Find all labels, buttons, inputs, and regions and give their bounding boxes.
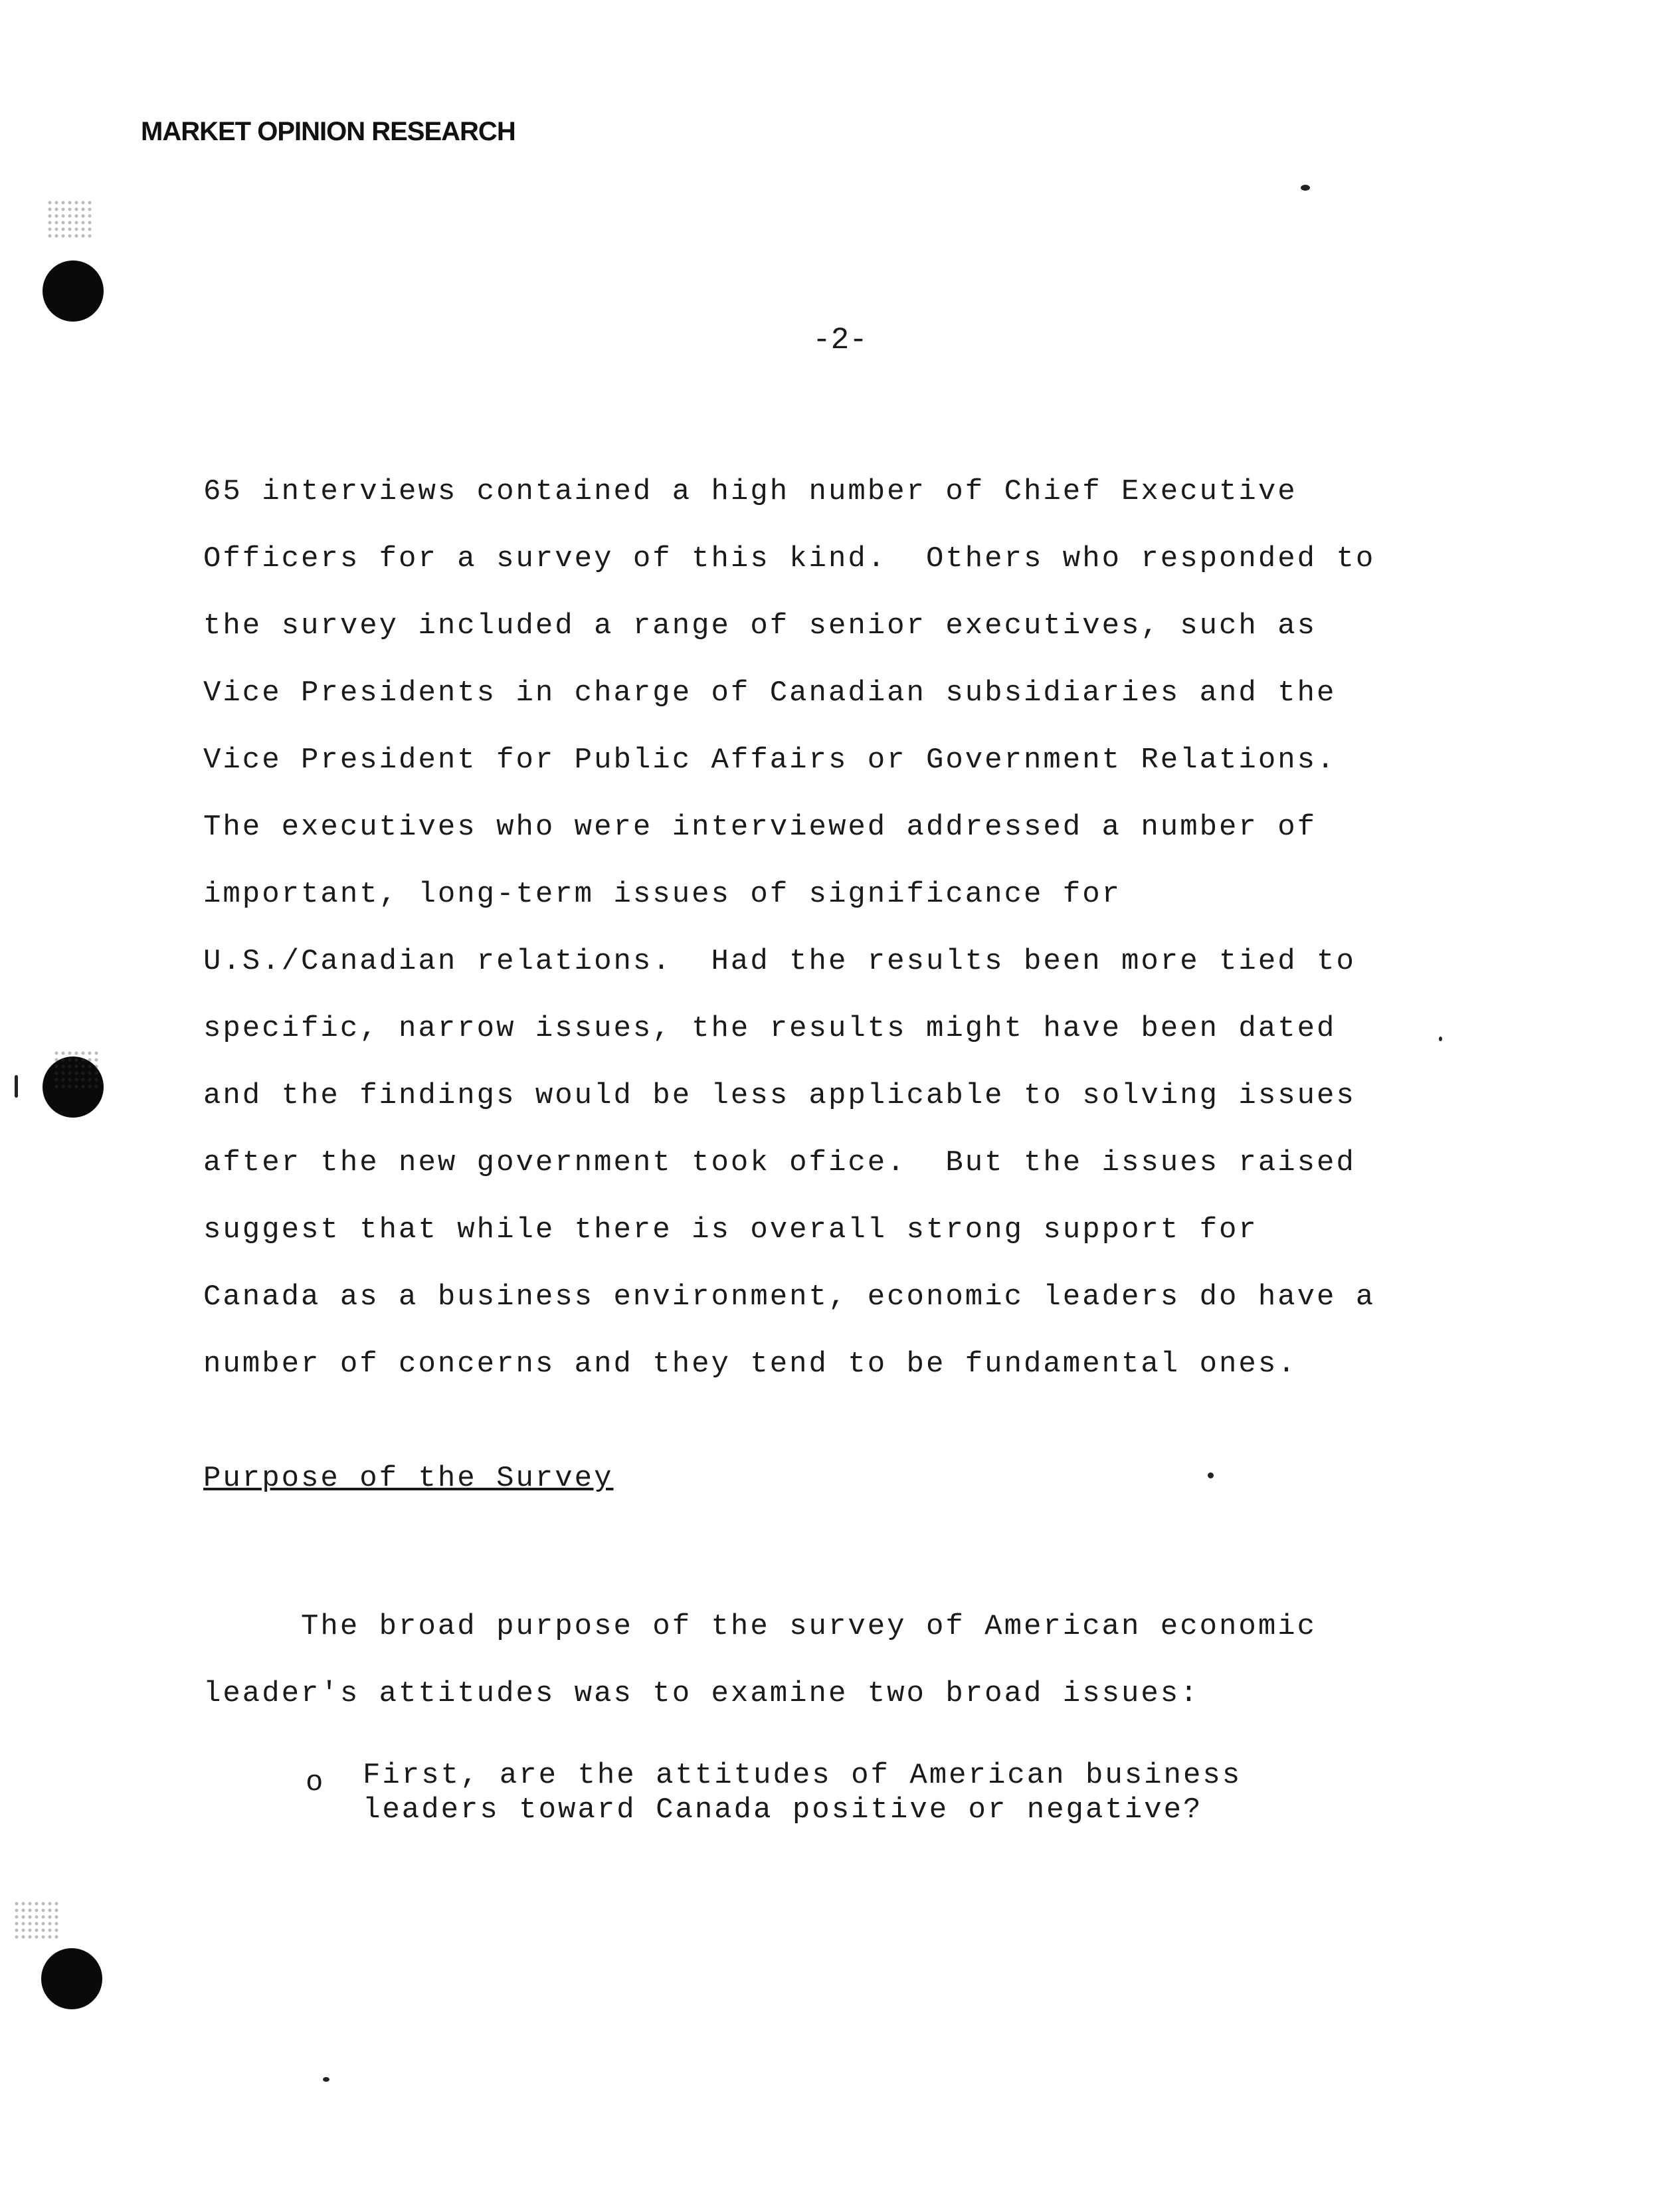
text-line: U.S./Canadian relations. Had the results been more tied to: [203, 945, 1356, 978]
text-line: specific, narrow issues, the results might have been dated: [203, 1012, 1337, 1045]
text-line: The executives who were interviewed addressed a number of: [203, 811, 1317, 844]
paragraph-1: [203, 458, 1465, 1398]
text-line: leader's attitudes was to examine two broad issues:: [203, 1677, 1200, 1710]
scan-smudge: [47, 199, 93, 239]
section-heading: Purpose of the Survey: [203, 1462, 614, 1495]
scan-speck: [1301, 185, 1310, 191]
punch-hole-bottom: [41, 1948, 102, 2009]
page-number: -2-: [812, 323, 868, 357]
scan-speck: [15, 1075, 18, 1098]
scan-speck: [1439, 1037, 1442, 1041]
bullet-item: [363, 1758, 1242, 1827]
bullet-marker: o: [306, 1766, 324, 1799]
scan-smudge: [13, 1900, 60, 1940]
scan-speck: [1208, 1472, 1214, 1478]
text-line: Vice Presidents in charge of Canadian subsidiaries and the: [203, 676, 1337, 710]
text-line: Vice President for Public Affairs or Government Relations.: [203, 744, 1337, 777]
scan-smudge: [53, 1050, 100, 1090]
text-line: First, are the attitudes of American business: [363, 1759, 1242, 1792]
text-line: the survey included a range of senior executives, such as: [203, 609, 1317, 643]
text-line: leaders toward Canada positive or negative?: [363, 1793, 1203, 1827]
text-line: The broad purpose of the survey of American economic: [203, 1610, 1317, 1643]
punch-hole-top: [43, 260, 104, 322]
paragraph-2: [203, 1593, 1465, 1728]
text-line: Canada as a business environment, economic leaders do have a: [203, 1280, 1376, 1314]
text-line: after the new government took ofice. But the issues raised: [203, 1146, 1356, 1179]
text-line: Officers for a survey of this kind. Others who responded to: [203, 542, 1376, 575]
text-line: number of concerns and they tend to be fundamental ones.: [203, 1348, 1297, 1381]
text-line: important, long-term issues of significance for: [203, 878, 1122, 911]
text-line: and the findings would be less applicable to solving issues: [203, 1079, 1356, 1112]
text-line: 65 interviews contained a high number of Chief Executive: [203, 475, 1297, 508]
scan-speck: [323, 2077, 329, 2082]
letterhead: MARKET OPINION RESEARCH: [141, 117, 515, 146]
text-line: suggest that while there is overall strong support for: [203, 1213, 1258, 1247]
